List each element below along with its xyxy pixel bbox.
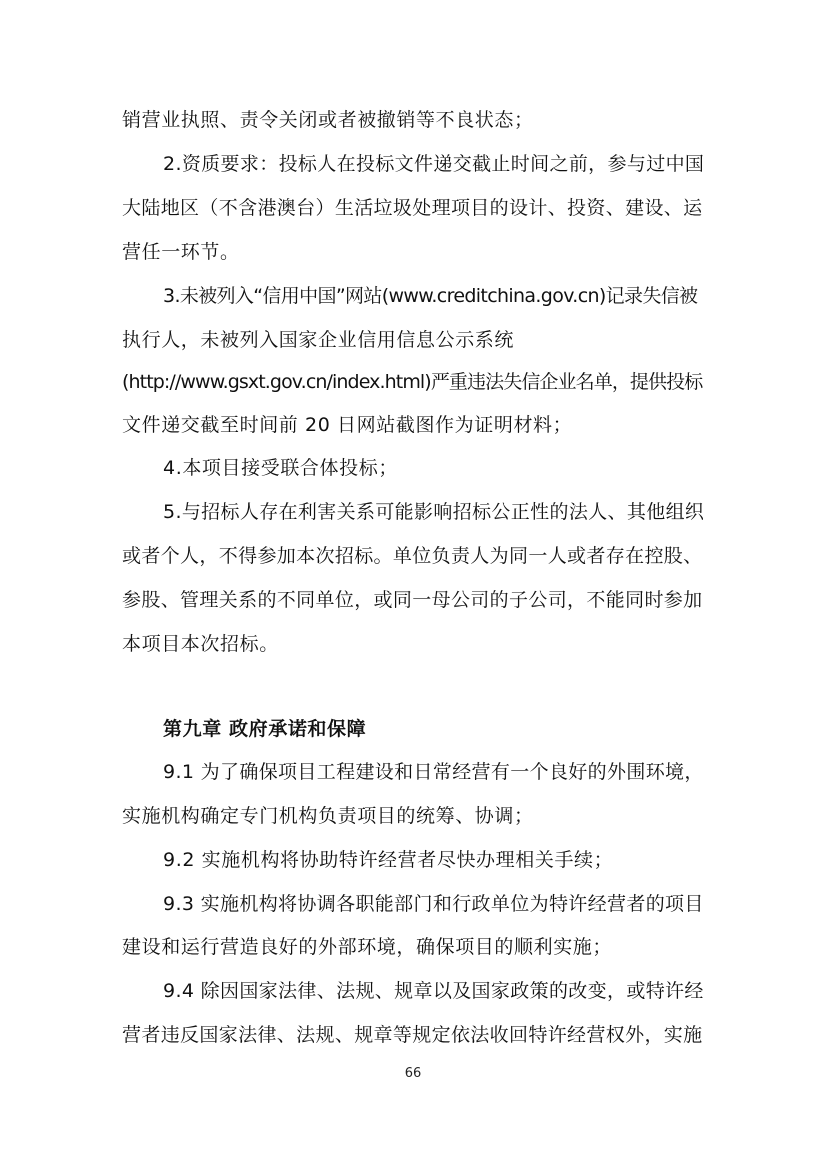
text-line: 实施机构确定专门机构负责项目的统筹、协调； (122, 805, 534, 827)
text-line: 9.2 实施机构将协助特许经营者尽快办理相关手续； (163, 849, 614, 871)
text-line: 销营业执照、责令关闭或者被撤销等不良状态； (122, 109, 534, 131)
text-line: 参股、管理关系的不同单位，或同一母公司的子公司，不能同时参加 (122, 589, 703, 611)
text-line: 9.4 除因国家法律、法规、规章以及国家政策的改变，或特许经 (163, 980, 704, 1002)
text-line: 9.3 实施机构将协调各职能部门和行政单位为特许经营者的项目 (163, 893, 704, 915)
page-number: 66 (404, 1066, 422, 1081)
text-line: 大陆地区（不含港澳台）生活垃圾处理项目的设计、投资、建设、运 (122, 197, 703, 219)
text-line: 3.未被列入“信用中国”网站(www.creditchina.gov.cn)记录失信被 (163, 285, 698, 307)
text-line: 本项目本次招标。 (122, 633, 279, 655)
text-line: 文件递交截至时间前 20 日网站截图作为证明材料； (122, 414, 573, 436)
text-line: 2.资质要求：投标人在投标文件递交截止时间之前，参与过中国 (163, 153, 705, 175)
text-line: (http://www.gsxt.gov.cn/index.html)严重违法失信企业名单，提供投标 (122, 371, 703, 393)
text-line: 9.1 为了确保项目工程建设和日常经营有一个良好的外围环境， (163, 761, 704, 783)
chapter-heading: 第九章 政府承诺和保障 (163, 718, 367, 740)
text-line: 执行人，未被列入国家企业信用信息公示系统 (122, 329, 515, 351)
text-line: 5.与招标人存在利害关系可能影响招标公正性的法人、其他组织 (163, 501, 705, 523)
text-line: 4.本项目接受联合体投标； (163, 457, 398, 479)
text-line: 建设和运行营造良好的外部环境，确保项目的顺利实施； (122, 936, 613, 958)
text-line: 或者个人，不得参加本次招标。单位负责人为同一人或者存在控股、 (122, 545, 703, 567)
text-line: 营任一环节。 (122, 241, 240, 263)
text-line: 营者违反国家法律、法规、规章等规定依法收回特许经营权外，实施 (122, 1024, 703, 1046)
